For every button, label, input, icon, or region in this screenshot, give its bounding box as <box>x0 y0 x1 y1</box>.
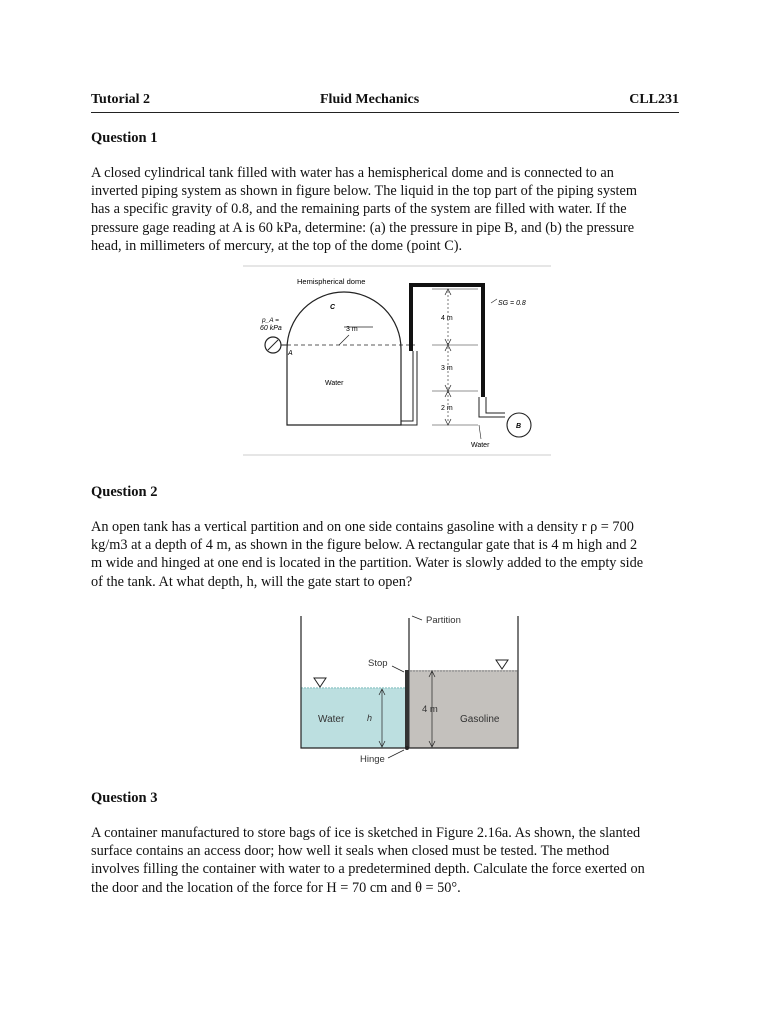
stop-leader <box>392 666 404 672</box>
radius-label: 3 m <box>346 326 358 333</box>
page-header <box>91 92 679 113</box>
course-title: Fluid Mechanics <box>320 92 420 107</box>
q2-line: kg/m3 at a depth of 4 m, as shown in the figure below. A rectangular gate that is 4 m high and 2 <box>91 537 638 554</box>
water-leader <box>479 425 481 439</box>
dome-label: Hemispherical dome <box>297 277 366 286</box>
question-1-title: Question 1 <box>91 130 158 146</box>
point-a-label: A <box>288 350 293 357</box>
figure-dome-tank <box>243 265 551 457</box>
dim-4m-label: 4 m <box>441 315 453 322</box>
pipe-right-outer <box>486 397 505 413</box>
q1-line: A closed cylindrical tank filled with water has a hemispherical dome and is connected to an <box>91 165 614 181</box>
q1-line: inverted piping system as shown in figure below. The liquid in the top part of the piping system <box>91 183 637 200</box>
tank-body <box>287 349 401 425</box>
tutorial-label: Tutorial 2 <box>91 92 150 107</box>
q1-line: has a specific gravity of 0.8, and the remaining parts of the system are filled with water. If the <box>91 201 627 218</box>
q1-line: pressure gage reading at A is 60 kPa, determine: (a) the pressure in pipe B, and (b) the pressure <box>91 219 635 236</box>
inverted-pipe-sg-liquid <box>411 285 483 397</box>
pipe-left-outer <box>401 351 417 425</box>
pa-label-2: 60 kPa <box>260 325 282 332</box>
stop-label: Stop <box>368 658 388 669</box>
pipe-right-inner <box>479 397 505 417</box>
question-1-text <box>91 164 681 255</box>
dim-3m-label: 3 m <box>441 365 453 372</box>
radius-leader <box>339 335 349 345</box>
gate <box>405 670 409 748</box>
sg-label: SG = 0.8 <box>498 300 526 307</box>
q2-line: m wide and hinged at one end is located in the partition. Water is slowly added to the empty side <box>91 555 644 572</box>
hinge-pin <box>405 746 409 750</box>
sg-leader <box>491 299 497 303</box>
partition-label: Partition <box>426 615 461 626</box>
pa-label-1: p_A = <box>262 317 279 324</box>
q3-line: the door and the location of the force for H = 70 cm and θ = 50°. <box>91 879 461 896</box>
course-code: CLL231 <box>629 92 679 107</box>
h-label: h <box>367 713 373 723</box>
hinge-label: Hinge <box>360 754 385 765</box>
question-3-text <box>91 824 681 897</box>
water-level-icon <box>314 678 326 687</box>
partition-leader <box>412 616 422 620</box>
hinge-leader <box>388 750 404 758</box>
question-2-text <box>91 518 681 591</box>
q2-line: of the tank. At what depth, h, will the gate start to open? <box>91 573 413 590</box>
water-region <box>301 688 407 748</box>
q2-line: An open tank has a vertical partition and on one side contains gasoline with a density r ρ = 700 <box>91 519 634 535</box>
q3-line: A container manufactured to store bags of ice is sketched in Figure 2.16a. As shown, the slanted <box>91 825 641 841</box>
gasoline-label: Gasoline <box>460 714 500 725</box>
figure-partition-tank <box>296 608 524 770</box>
tank-water-label: Water <box>325 380 344 387</box>
point-b-label: B <box>516 423 522 430</box>
q3-line: surface contains an access door; how well it seals when closed must be tested. The method <box>91 843 610 860</box>
gasoline-level-icon <box>496 660 508 669</box>
q3-line: involves filling the container with water to a predetermined depth. Calculate the force exerted on <box>91 861 645 878</box>
dim-2m-label: 2 m <box>441 405 453 412</box>
dim-4m-label: 4 m <box>422 704 438 715</box>
point-c-label: C <box>330 304 336 311</box>
question-3-title: Question 3 <box>91 790 158 806</box>
water-label: Water <box>318 714 345 725</box>
question-2-title: Question 2 <box>91 484 158 500</box>
q1-line: head, in millimeters of mercury, at the top of the dome (point C). <box>91 237 463 254</box>
pipe-left-inner <box>401 351 413 421</box>
pipe-water-label: Water <box>471 442 490 449</box>
